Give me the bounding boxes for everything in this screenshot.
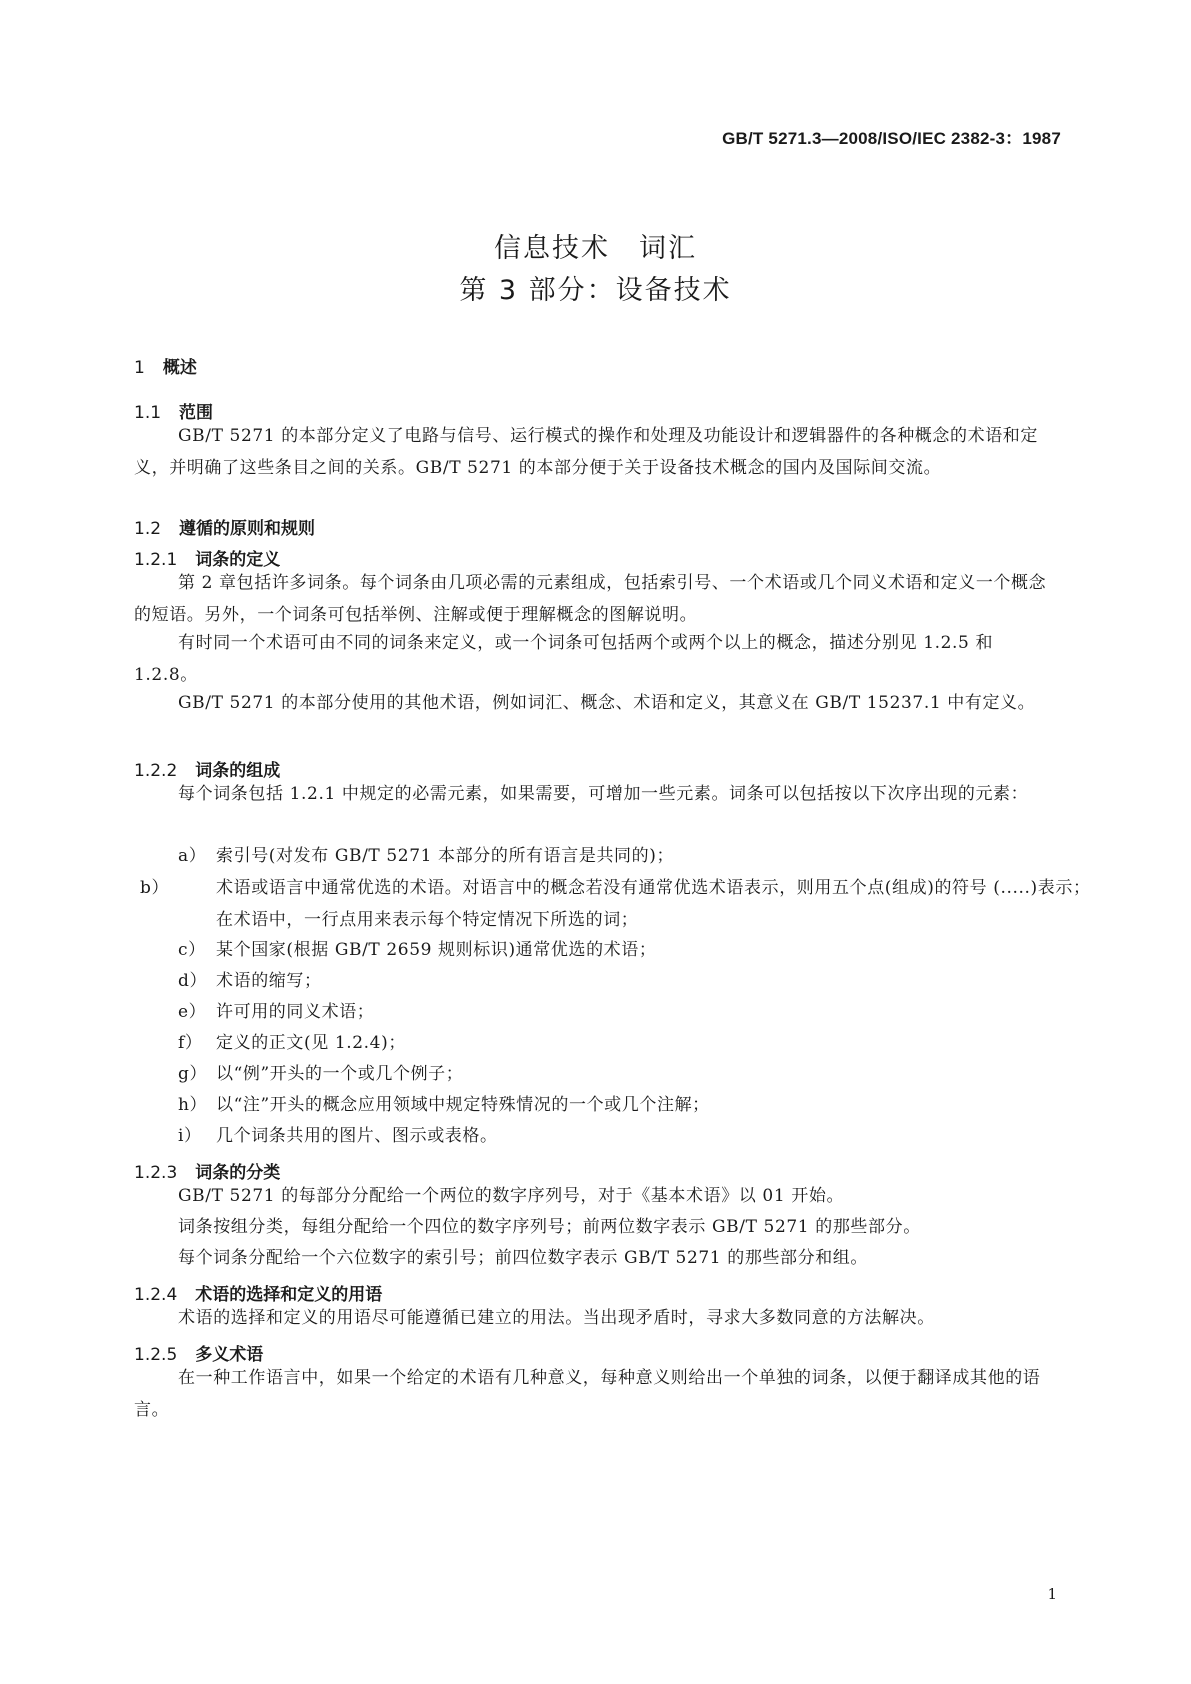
section-1-heading [134,353,197,378]
list-text: 许可用的同义术语； [216,1002,375,1022]
list-marker: b） [140,878,170,898]
document-title-line1: 信息技术 词汇 [494,233,697,264]
section-number: 1.1 [134,403,162,423]
list-marker: a） [178,846,207,866]
list-text: 定义的正文(见 1.2.4)； [216,1033,406,1053]
paragraph-part-numbering: GB/T 5271 的每部分分配给一个两位的数字序列号，对于《基本术语》以 01 开始。 [178,1186,845,1206]
list-item [178,965,1054,997]
list-marker: i） [178,1126,202,1146]
section-title: 范围 [179,403,214,423]
list-item [178,1058,1054,1090]
list-text: 以“例”开头的一个或几个例子； [216,1064,464,1084]
list-marker: g） [178,1064,208,1084]
list-text: 以“注”开头的概念应用领域中规定特殊情况的一个或几个注解； [216,1095,710,1115]
list-text: 术语的缩写； [216,971,322,991]
list-item [178,1027,1054,1059]
list-marker: d） [178,971,208,991]
list-item [178,1120,1054,1152]
list-text: 索引号(对发布 GB/T 5271 本部分的所有语言是共同的)； [216,846,675,866]
page-number: 1 [1047,1585,1057,1603]
list-item [178,996,1054,1028]
paragraph-polysemous-terms: 在一种工作语言中，如果一个给定的术语有几种意义，每种意义则给出一个单独的词条，以便于翻译成其他的语言。 [134,1368,1041,1420]
section-number: 1.2.4 [134,1285,178,1305]
paragraph-multiple-definitions: 有时同一个术语可由不同的词条来定义，或一个词条可包括两个或两个以上的概念，描述分别见 1.2.5 和 1.2.8。 [134,633,994,685]
list-text: 术语或语言中通常优选的术语。对语言中的概念若没有通常优选术语表示，则用五个点(组成)的符号 (.....)表示；在术语中，一行点用来表示每个特定情况下所选的词； [216,878,1091,930]
section-number: 1.2.2 [134,761,178,781]
section-title: 词条的分类 [195,1163,281,1183]
list-text: 某个国家(根据 GB/T 2659 规则标识)通常优选的术语； [216,940,657,960]
section-title: 术语的选择和定义的用语 [195,1285,383,1305]
list-marker: e） [178,1002,207,1022]
list-item [178,840,1054,872]
section-number: 1.2 [134,519,162,539]
list-item [178,934,1054,966]
section-title: 词条的定义 [195,550,281,570]
section-number: 1.2.5 [134,1345,178,1365]
paragraph-other-terms: GB/T 5271 的本部分使用的其他术语，例如词汇、概念、术语和定义，其意义在 GB/T 15237.1 中有定义。 [178,693,1036,713]
paragraph-entry-composition: 每个词条包括 1.2.1 中规定的必需元素，如果需要，可增加一些元素。词条可以包括按以下次序出现的元素： [178,784,1029,804]
standard-code-header: GB/T 5271.3—2008/ISO/IEC 2382-3：1987 [722,129,1061,148]
paragraph-term-selection: 术语的选择和定义的用语尽可能遵循已建立的用法。当出现矛盾时，寻求大多数同意的方法解决。 [178,1308,935,1328]
list-marker: f） [178,1033,203,1053]
paragraph-index-numbering: 每个词条分配给一个六位数字的索引号；前四位数字表示 GB/T 5271 的那些部分和组。 [178,1248,869,1268]
section-title: 词条的组成 [195,761,281,781]
list-marker: c） [178,940,206,960]
paragraph-group-numbering: 词条按组分类，每组分配给一个四位的数字序列号；前两位数字表示 GB/T 5271 的那些部分。 [178,1217,921,1237]
document-title-line2: 第 3 部分：设备技术 [459,275,732,306]
paragraph-entry-definition: 第 2 章包括许多词条。每个词条由几项必需的元素组成，包括索引号、一个术语或几个同义术语和定义一个概念的短语。另外，一个词条可包括举例、注解或便于理解概念的图解说明。 [134,573,1047,625]
list-item [140,872,1092,936]
section-number: 1.2.3 [134,1163,178,1183]
list-marker: h） [178,1095,208,1115]
section-title: 多义术语 [195,1345,264,1365]
section-title: 概述 [162,358,197,378]
section-number: 1.2.1 [134,550,178,570]
list-item [178,1089,1054,1121]
section-1-2-heading [134,514,315,539]
paragraph-scope: GB/T 5271 的本部分定义了电路与信号、运行模式的操作和处理及功能设计和逻辑器件的各种概念的术语和定义，并明确了这些条目之间的关系。GB/T 5271 的本部分便于关于设备技术概念的国内及国际间交流。 [134,426,1039,478]
list-text: 几个词条共用的图片、图示或表格。 [216,1126,498,1146]
section-title: 遵循的原则和规则 [179,519,316,539]
section-number: 1 [134,358,145,378]
